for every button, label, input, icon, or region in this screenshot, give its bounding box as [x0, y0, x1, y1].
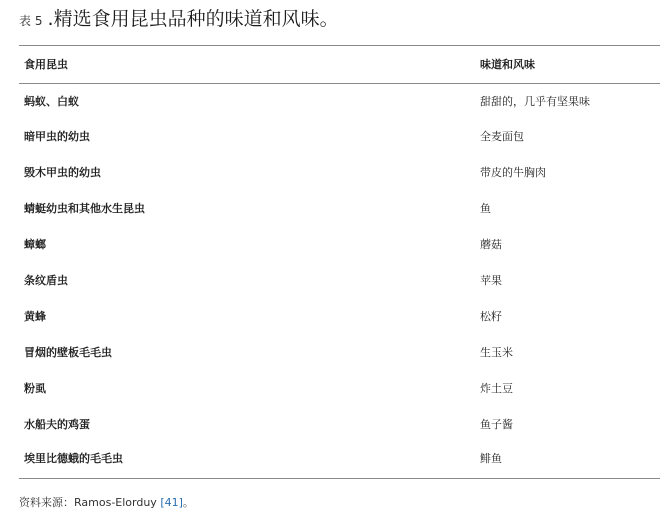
flavor-cell: 炸土豆 [480, 382, 513, 395]
insect-cell: 冒烟的壁板毛毛虫 [24, 346, 112, 359]
flavor-cell: 带皮的牛胸肉 [480, 166, 546, 179]
table-row [0, 408, 660, 444]
table-bottom-rule [19, 478, 660, 479]
insect-cell: 蚂蚁、白蚁 [24, 95, 79, 108]
insect-cell: 蜻蜓幼虫和其他水生昆虫 [24, 202, 145, 215]
table-number: 表 5 [19, 14, 43, 28]
table-row [0, 228, 660, 264]
flavor-cell: 苹果 [480, 274, 502, 287]
insect-cell: 黄蜂 [24, 310, 46, 323]
source-period: 。 [182, 496, 194, 509]
table-row [0, 372, 660, 408]
table-row [0, 264, 660, 300]
insect-cell: 埃里比德蛾的毛毛虫 [24, 452, 123, 465]
header-taste-flavor: 味道和风味 [480, 58, 535, 71]
flavor-cell: 鱼 [480, 202, 491, 215]
flavor-cell: 生玉米 [480, 346, 513, 359]
insect-cell: 粉虱 [24, 382, 46, 395]
flavor-cell: 蘑菇 [480, 238, 502, 251]
table-row [0, 444, 660, 480]
table-caption [19, 6, 339, 34]
table-row [0, 84, 660, 120]
table-row [0, 120, 660, 156]
insect-cell: 暗甲虫的幼虫 [24, 130, 90, 143]
flavor-cell: 甜甜的，几乎有坚果味 [480, 95, 590, 108]
insect-cell: 条纹盾虫 [24, 274, 68, 287]
header-edible-insect: 食用昆虫 [24, 58, 68, 71]
insect-cell: 毁木甲虫的幼虫 [24, 166, 101, 179]
table-row [0, 300, 660, 336]
table-header-row [0, 46, 660, 83]
insect-cell: 蟑螂 [24, 238, 46, 251]
reference-link[interactable]: [41] [160, 496, 183, 509]
table-row [0, 156, 660, 192]
table-row [0, 192, 660, 228]
source-text: 资料来源：Ramos-Elorduy [19, 496, 161, 509]
table-title: .精选食用昆虫品种的味道和风味。 [47, 8, 339, 30]
insect-cell: 水船夫的鸡蛋 [24, 418, 90, 431]
table-row [0, 336, 660, 372]
source-note [19, 495, 194, 511]
flavor-cell: 鱼子酱 [480, 418, 513, 431]
flavor-cell: 松籽 [480, 310, 502, 323]
flavor-cell: 鲱鱼 [480, 452, 502, 465]
flavor-cell: 全麦面包 [480, 130, 524, 143]
